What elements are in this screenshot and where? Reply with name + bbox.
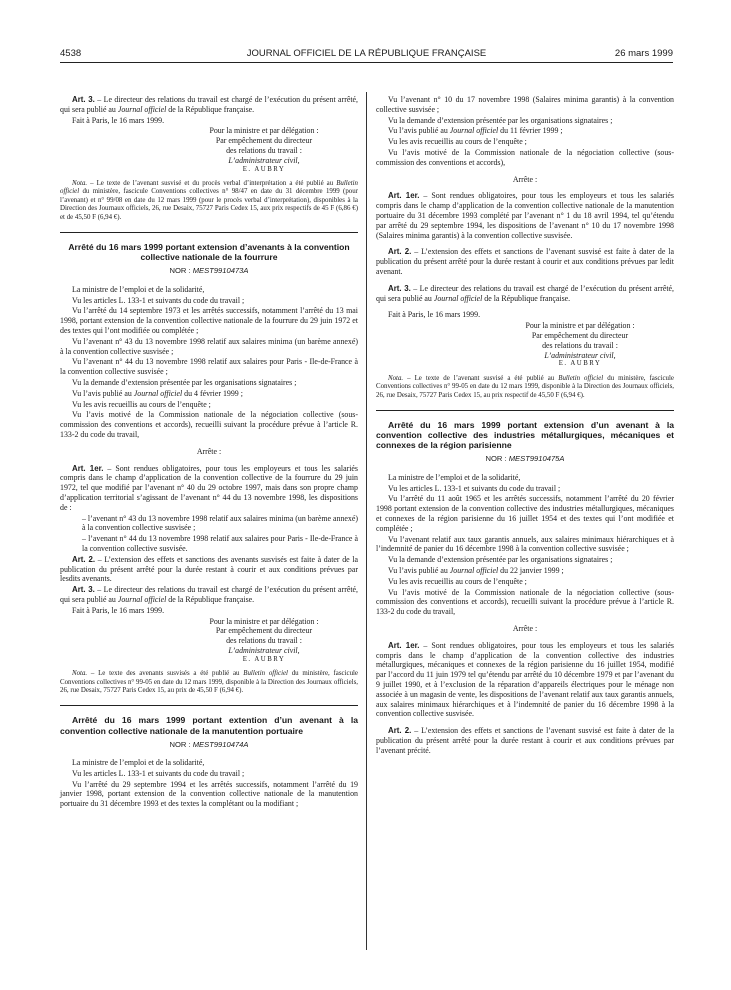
page-number: 4538 (60, 48, 82, 59)
decree-title: Arrêté du 16 mars 1999 portant extension d’avenants à la convention collective nationale de la fourrure (68, 242, 350, 263)
left-column (60, 95, 358, 810)
fait-a-paris: Fait à Paris, le 16 mars 1999. (72, 115, 165, 125)
visa-paragraph: Vu l’arrêté du 14 septembre 1973 et les arrêtés successifs, notamment l’arrêté du 13 mai 1998, portant extension de la convention collective nationale de la fourrure du 29 juin 1972 et des textes qui l’ont modifiée ou complétée ; (60, 306, 358, 335)
visa-paragraph: La ministre de l’emploi et de la solidarité, (388, 472, 521, 482)
visa-paragraph: Vu les avis recueillis au cours de l’enquête ; (388, 576, 527, 586)
arrete-heading: Arrête : (512, 174, 538, 184)
decree-title: Arrêté du 16 mars 1999 portant extension d’un avenant à la convention collective des industries métallurgiques, mécaniques et connexes de la région parisienne (376, 420, 674, 451)
nor-reference: NOR : MESТ9910475A (485, 454, 565, 464)
section-rule (60, 705, 358, 706)
visa-paragraph: Vu l’avis motivé de la Commission nationale de la négociation collective (sous-commission des conventions et accords), recueilli suivant la procédure prévue à l’article R. 133-2 du code du travail, (376, 587, 674, 617)
fait-a-paris: Fait à Paris, le 16 mars 1999. (72, 605, 165, 615)
article-2-paragraph: Art. 2. – L’extension des effets et sanctions de l’avenant susvisé est faite à dater de la publication du présent arrêté pour la durée restant à courir et aux conditions prévues par l’avenant précité. (376, 726, 674, 755)
article-2-paragraph: Art. 2. – L’extension des effets et sanctions des avenants susvisés est faite à dater de la publication du présent arrêté pour la durée restant à courir et aux conditions prévues par lesdits avenants. (60, 554, 358, 584)
issue-date: 26 mars 1999 (614, 48, 673, 59)
article-3-paragraph: Art. 3. – Le directeur des relations du travail est chargé de l’exécution du présent arrêté, qui sera publié au Journal officiel de la République française. (376, 283, 674, 303)
visa-paragraph: Vu l’avis publié au Journal officiel du 4 février 1999 ; (72, 388, 243, 398)
article-3-paragraph: Art. 3. – Le directeur des relations du travail est chargé de l’exécution du présent arrêté, qui sera publié au Journal officiel de la République française. (60, 585, 358, 604)
visa-paragraph: Vu les articles L. 133-1 et suivants du code du travail ; (72, 768, 245, 778)
column-divider (366, 92, 367, 950)
visa-paragraph: Vu l’avenant n° 44 du 13 novembre 1998 relatif aux salaires pour Paris - Ile-de-France à la convention collective susvisée ; (60, 357, 358, 377)
visa-paragraph: Vu l’avis motivé de la Commission nationale de la négociation collective (sous-commission des conventions et accords), recueilli suivant la procédure prévue à l’article R. 133-2 du code du travail, (60, 410, 358, 439)
list-item: – l’avenant n° 43 du 13 novembre 1998 relatif aux salaires minima (un barème annexé) à la convention collective susvisée ; (82, 513, 358, 533)
journal-title: JOURNAL OFFICIEL DE LA RÉPUBLIQUE FRANÇAISE (246, 48, 487, 59)
nota-paragraph: Nota. – Le texte des avenants susvisés a été publié au Bulletin officiel du ministère, fascicule Conventions collectives n° 99-05 en date du 12 mars 1999, disponible à la Direction des Journaux officiels, 26, rue Desaix, 75727 Paris Cedex 15, au prix de 45,50 F (6,94 €). (60, 670, 358, 694)
article-3-paragraph: Art. 3. – Le directeur des relations du travail est chargé de l’exécution du présent arrêté, qui sera publié au Journal officiel de la République française. (60, 95, 358, 114)
visa-paragraph: Vu la demande d’extension présentée par les organisations signataires ; (72, 377, 297, 387)
visa-paragraph: La ministre de l’emploi et de la solidarité, (72, 284, 205, 294)
visa-paragraph: Vu l’arrêté du 29 septembre 1994 et les arrêtés successifs, notamment l’arrêté du 19 janvier 1998, portant extension de la convention collective nationale de la manutention portuaire du 31 décembre 1993 et des textes la complétant ou la modifiant ; (60, 779, 358, 809)
nor-reference: NOR : MESТ9910474A (169, 739, 249, 749)
visa-paragraph: Vu l’arrêté du 11 août 1965 et les arrêtés successifs, notamment l’arrêté du 20 février 1998 portant extension de la convention collective des industries métallurgiques, mécaniques et connexes de la région parisienne du 16 juillet 1954 et des textes qui l’ont modifiée et complétée ; (376, 494, 674, 533)
visa-paragraph: Vu la demande d’extension présentée par les organisations signataires ; (388, 555, 613, 565)
visa-paragraph: Vu les avis recueillis au cours de l’enquête ; (388, 137, 527, 147)
section-rule (376, 410, 674, 411)
signature-block: Pour la ministre et par délégation : Par empêchement du directeur des relations du travail : L’administrateur civil, E. AUBRY (525, 321, 635, 368)
visa-paragraph: Vu les articles L. 133-1 et suivants du code du travail ; (388, 483, 561, 493)
nota-paragraph: Nota. – Le texte de l’avenant susvisé et du procès verbal d’interprétation a été publié au Bulletin officiel du ministère, fascicule Conventions collectives n° 98/47 en date du 31 décembre 1999 (pour l’avenant) et n° 99/08 en date du 12 mars 1999 (pour le procès verbal d’interprétation), disponibles à la Direction des Journaux officiels, 26, rue Desaix, 75727 Paris Cedex 15, aux prix respectifs de 45 F (6,86 €) et de 45,50 F (6,94 €). (60, 180, 359, 221)
signature-block: Pour la ministre et par délégation : Par empêchement du directeur des relations du travail : L’administrateur civil, E. AUBRY (209, 126, 319, 173)
section-rule (60, 232, 358, 233)
article-1-paragraph: Art. 1er. – Sont rendues obligatoires, pour tous les employeurs et tous les salariés compris dans le champ d’application de la convention collective nationale de la manutention portuaire du 31 décembre 1993 complété par l’avenant n° 1 du 18 avril 1994, tel qu’étendu par arrêté du 29 septembre 1994, les dispositions de l’avenant n° 10 du 17 novembre 1998 (Salaires minima garantis) à la convention collective susvisée. (376, 191, 675, 240)
fait-a-paris: Fait à Paris, le 16 mars 1999. (388, 310, 481, 320)
visa-paragraph: Vu les avis recueillis au cours de l’enquête ; (72, 399, 211, 409)
visa-paragraph: Vu l’avenant relatif aux taux garantis annuels, aux salaires minimaux hiérarchiques et à l’indemnité de panier du 16 décembre 1998 à la convention collective susvisée ; (376, 534, 674, 554)
page-header (60, 48, 673, 63)
nota-paragraph: Nota. – Le texte de l’avenant susvisé a été publié au Bulletin officiel du ministère, fascicule Conventions collectives n° 99-05 en date du 12 mars 1999, disponible à la Direction des Journaux officiels, 26, rue Desaix, 75727 Paris Cedex 15, au prix respectif de 45,50 F (6,94 €). (376, 374, 674, 399)
nor-reference: NOR : MESТ9910473A (169, 266, 249, 276)
visa-paragraph: Vu l’avis motivé de la Commission nationale de la négociation collective (sous-commission des conventions et accords), (376, 147, 674, 167)
visa-paragraph: Vu l’avis publié au Journal officiel du 11 février 1999 ; (388, 126, 563, 136)
visa-paragraph: Vu l’avenant n° 43 du 13 novembre 1998 relatif aux salaires minima (un barème annexé) à la convention collective susvisée ; (60, 336, 358, 356)
visa-paragraph: Vu l’avis publié au Journal officiel du 22 janvier 1999 ; (388, 566, 564, 576)
decree-title: Arrêté du 16 mars 1999 portant extention d’un avenant à la convention collective nationale de la manutention portuaire (60, 715, 358, 736)
signature-block: Pour la ministre et par délégation : Par empêchement du directeur des relations du travail : L’administrateur civil, E. AUBRY (209, 616, 319, 663)
visa-paragraph: La ministre de l’emploi et de la solidarité, (72, 758, 205, 768)
article-1-paragraph: Art. 1er. – Sont rendues obligatoires, pour tous les employeurs et tous les salariés compris dans le champ d’application de la convention collective des industries métallurgiques, mécaniques et connexes de la région parisienne du 16 juillet 1954, modifié par l’accord du 11 juin 1979 tel qu’étendu par arrêté du 10 décembre 1979 et par l’avenant du 9 juillet 1990, et à l’exclusion de la réparation d’appareils électriques pour le ménage non associée à un magasin de vente, les dispositions de l’avenant relatif aux taux garantis annuels, aux salaires minimaux hiérarchiques et à l’indemnité de panier du 16 décembre 1998 à la convention collective susvisée. (376, 640, 675, 719)
visa-paragraph: Vu les articles L. 133-1 et suivants du code du travail ; (72, 295, 245, 305)
article-2-paragraph: Art. 2. – L’extension des effets et sanctions de l’avenant susvisé est faite à dater de la publication du présent arrêté pour la durée restant à courir et aux conditions prévues par ledit avenant. (376, 247, 674, 276)
visa-paragraph: Vu l’avenant n° 10 du 17 novembre 1998 (Salaires minima garantis) à la convention collective susvisée ; (376, 95, 674, 114)
visa-paragraph: Vu la demande d’extension présentée par les organisations signataires ; (388, 115, 613, 125)
arrete-heading: Arrête : (196, 446, 222, 456)
article-1-paragraph: Art. 1er. – Sont rendues obligatoires, pour tous les employeurs et tous les salariés compris dans le champ d’application de la convention collective de la fourrure du 29 juin 1972, tel que modifié par l’avenant n° 40 du 29 octobre 1997, mais dans son propre champ d’application territorial s’agissant de l’avenant n° 44 du 13 novembre 1998, les dispositions de : (60, 463, 359, 512)
list-item: – l’avenant n° 44 du 13 novembre 1998 relatif aux salaires pour Paris - Ile-de-France à la convention collective susvisée. (82, 534, 358, 553)
arrete-heading: Arrête : (512, 624, 538, 633)
right-column (376, 95, 674, 757)
